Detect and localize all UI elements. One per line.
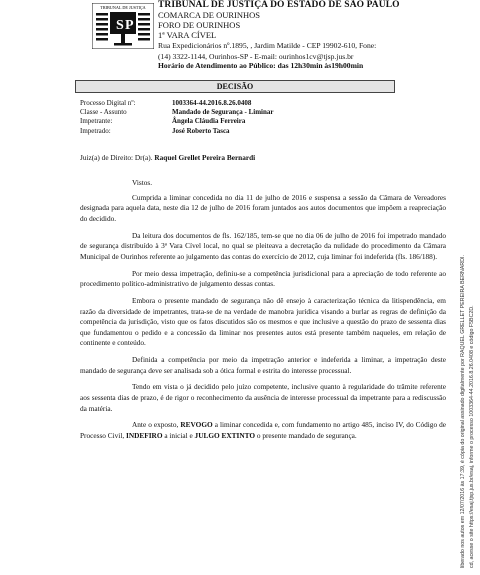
dispositivo-text: o presente mandado de segurança. [256,431,357,440]
dispositivo-text: a liminar concedida e, com fundamento no artigo 485, inciso IV, do Código de Processo Civil, [80,420,446,440]
court-name: TRIBUNAL DE JUSTIÇA DO ESTADO DE SÃO PAULO [158,0,400,10]
case-info-row [80,99,274,108]
case-info-label: Impetrado: [80,126,111,135]
case-info-label: Classe - Assunto [80,108,127,117]
case-info-row [80,127,274,136]
address-line-1: Rua Expedicionários nº.1895, , Jardim Matilde - CEP 19902-610, Fone: [158,41,377,50]
paragraph: Cumprida a liminar concedida no dia 11 de julho de 2016 e suspensa a sessão da Câmara de Vereadores designada para aquela data, neste dia 12 de julho de 2016 foram juntados aos autos documentos que impõem a reapreciação do decidido. [80,192,446,223]
paragraph: Por meio dessa impetração, definiu-se a competência jurisdicional para a apreciação de todo referente ao procedimento político-administrativo de julgamento dessas contas. [80,268,446,289]
vara: 1ª VARA CÍVEL [158,30,217,40]
paragraph: Da leitura dos documentos de fls. 162/185, tem-se que no dia 06 de julho de 2016 foi impetrado mandado de segurança distribuído à 3ª Vara Cível local, no qual se pleiteava a decretação da nulidade do procedimento da Câmara Municipal de Ourinhos referente ao julgamento das contas do exercício de 2012, cuja liminar foi indeferida (fls. 186/188). [80,230,446,261]
paragraph-vistos: Vistos. [132,178,153,187]
impetrante: Ângela Cláudia Ferreira [172,117,246,126]
decision-title: DECISÃO [75,80,395,93]
case-number: 1003364-44.2016.8.26.0408 [172,99,252,107]
revogo: REVOGO [180,420,213,430]
paragraph: Tendo em vista o já decidido pelo juízo competente, inclusive quanto à regularidade do trâmite referente aos sessenta dias de prazo, é de rigor o reconhecimento da ausência de interesse processual da impetrante para a rediscussão da matéria. [80,382,446,413]
logo-letter-p: P [125,18,134,33]
dispositivo-text: a inicial e [164,431,193,440]
court-header [158,0,458,71]
address-line-2: (14) 3322-1144, Ourinhos-SP - E-mail: ourinhos1cv@tjsp.jus.br [158,51,354,61]
case-info-row [80,108,274,117]
case-info-label: Processo Digital nº: [80,99,136,107]
paragraph: Definida a competência por meio da impetração anterior e indeferida a liminar, a impetração deste mandado de segurança deve ser analisada sob a ótica formal e estrita do interesse processual. [80,355,446,375]
foro: FORO DE OURINHOS [158,20,241,30]
judge-prefix: Juiz(a) de Direito: Dr(a). [80,153,153,162]
stamp-line-2: cd, acesse o site https://esaj.tjsp.jus.br/esaj, informe o processo 1003364-44.2016.8.26.0408 e código F5BC2D. [469,305,475,568]
public-hours: Horário de Atendimento ao Público: das 12h30min às19h00min [158,61,364,71]
dispositivo-text: Ante o exposto, [132,420,179,430]
comarca: COMARCA DE OURINHOS [158,10,261,20]
indefiro: INDEFIRO [126,431,163,440]
decision-body [80,178,446,448]
case-info [80,99,274,136]
impetrado: José Roberto Tasca [172,126,230,135]
judge-name: Raquel Grellet Pereira Bernardi [154,153,256,162]
case-class: Mandado de Segurança - Liminar [172,108,274,117]
judge-line [80,153,255,162]
paragraph-dispositivo [80,420,446,441]
case-info-label: Impetrante: [80,117,113,126]
paragraph: Embora o presente mandado de segurança não dê ensejo à caracterização técnica da litispendência, em razão da diversidade de impetrantes, trata-se de na verdade de manobra jurídica visando a burlar as regras de definição da competência da jurisdição, visto que os fatos discutidos são os mesmos e que inclusive a questão do prazo de sessenta dias que fundamentou o pedido e a concessão da liminar nos presentes autos está presente também naqueles, em relação de continente e conteúdo. [80,295,446,348]
logo-caption: TRIBUNAL DE JUSTIÇA [100,5,146,10]
digital-signature-stamp [453,120,480,570]
julgo-extinto: JULGO EXTINTO [194,431,256,440]
logo-letter-s: S [116,18,124,33]
stamp-line-1: liberado nos autos em 12/07/2016 às 17:39, é cópia do original assinado digitalmente por RAQUEL GRELLET PEREIRA BERNARDI. [460,255,466,568]
case-info-row [80,117,274,126]
tjsp-logo [92,3,154,49]
